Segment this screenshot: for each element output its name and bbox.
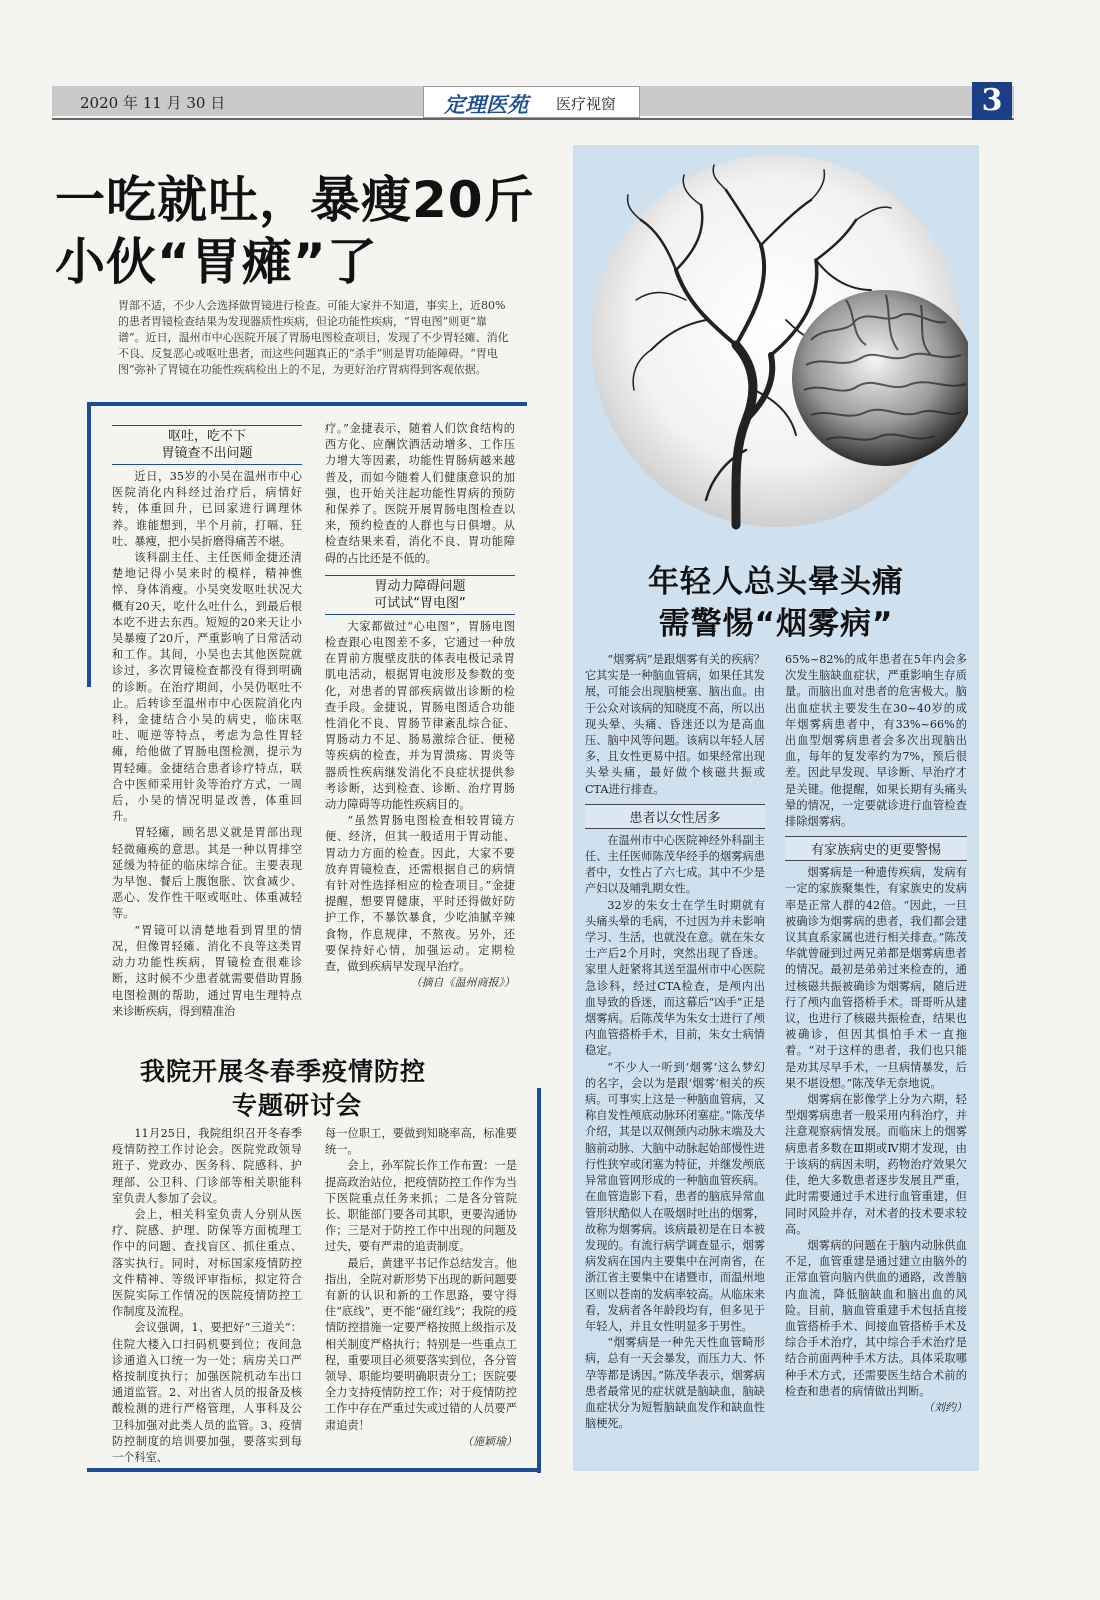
angiogram-brain-illustration bbox=[586, 150, 968, 532]
page-number: 3 bbox=[972, 82, 1012, 120]
article1-col2-body-b bbox=[325, 619, 515, 992]
paragraph: 该科副主任、主任医师金捷还清楚地记得小吴来时的模样，精神憔悴、身体消瘦。小吴突发呕吐状况大概有20天，吃什么吐什么，到最后根本吃不进去东西。短短的20来天让小吴暴瘦了20斤，严重影响了日常活动和工作。其间，小吴也去其他医院就诊过，多次胃镜检查都没有得到明确的诊断。在治疗期间，小吴仍呕吐不止。后转诊至温州市中心医院消化内科，金捷结合小吴的病史，临床呕吐、呃逆等特点，考虑为急性胃轻瘫，给他做了胃肠电图检测，提示为胃轻瘫。金捷结合患者诊疗特点，联合中医师采用针灸等治疗方式，一周后，小吴的情况明显改善，体重回升。 bbox=[112, 551, 302, 824]
article1-subhead1 bbox=[112, 425, 302, 465]
paragraph: 会上，孙军院长作工作布置：一是提高政治站位，把疫情防控工作作为当下医院重点任务来抓；二是各分管院长、职能部门要各司其职，更要沟通协作；三是对于防控工作中出现的问题及过失，要有严肃的追责制度。 bbox=[325, 1159, 517, 1254]
paragraph: 近日，35岁的小吴在温州市中心医院消化内科经过治疗后，病情好转，体重回升，已回家进行调理休养。谁能想到，半个月前，打嗝、狂吐、暴瘦，把小吴折磨得痛苦不堪。 bbox=[112, 470, 302, 548]
paragraph: 会议强调，1、要把好“三道关”：住院大楼入口扫码机要到位；夜间急诊通道入口统一为一处；病房关口严格按制度执行；加强医院机动车出口通道监管。2、对出省人员的报备及核酸检测的进行严格管理，人事科及公卫科加强对此类人员的监管。3、疫情防控制度的培训要加强，要落实到每一个科室、 bbox=[112, 1321, 302, 1465]
article1-col1-body bbox=[112, 469, 302, 1020]
subhead2-line1: 胃动力障碍问题 bbox=[374, 578, 466, 594]
article3-col2 bbox=[785, 652, 967, 1416]
paragraph: 疗。”金捷表示，随着人们饮食结构的西方化、应酬饮酒活动增多、工作压力增大等因素，功能性胃肠病越来越普及，而如今随着人们健康意识的加强，也开始关注起功能性胃病的预防和保养了。医院开展胃肠电图检查以来，预约检查的人群也与日俱增。从检查结果来看，消化不良、胃功能障碍的占比还是不低的。 bbox=[325, 422, 515, 565]
article3-title-line2: 需警惕“烟雾病” bbox=[658, 606, 894, 642]
article2-col2-body bbox=[325, 1126, 517, 1450]
paragraph: “胃镜可以清楚地看到胃里的情况，但像胃轻瘫、消化不良等这类胃动力功能性疾病，胃镜检查很难诊断，这时候不少患者就需要借助胃肠电图检测的帮助，通过胃电生理特点来诊断疾病，得到精准治 bbox=[112, 923, 302, 1018]
paragraph: 烟雾病是一种遗传疾病，发病有一定的家族聚集性，有家族史的发病率是正常人群的42倍。“因此，一旦被确诊为烟雾病的患者，我们都会建议其直系家属也进行相关排查。”陈茂华就曾碰到过两兄弟都是烟雾病患者的情况。最初是弟弟过来检查的，通过核磁共振被确诊为烟雾病，随后进行了颅内血管搭桥手术。哥哥听从建议，也进行了核磁共振检查，结果也被确诊，但因其惧怕手术一直拖着。“对于这样的患者，我们也只能是劝其尽早手术，一旦病情暴发，后果不堪设想。”陈茂华无奈地说。 bbox=[785, 866, 967, 1090]
article3-col1-body-a bbox=[585, 652, 765, 798]
article3-col1-body-b bbox=[585, 833, 765, 1433]
paragraph: “虽然胃肠电图检查相较胃镜方便、经济，但其一般适用于胃动能、胃动力方面的检查。因此，大家不要放弃胃镜检查，还需根据自己的病情有针对性选择相应的检查项目。”金捷提醒，想要胃健康，平时还得做好防护工作，不暴饮暴食，少吃油腻辛辣食物，作息规律，不熬夜。另外，还要保持好心情，加强运动。定期检查，做到疾病早发现早治疗。 bbox=[325, 814, 515, 974]
paragraph: 65%~82%的成年患者在5年内会多次发生脑缺血症状，严重影响生存质量。而脑出血对患者的危害极大。脑出血症状主要发生在30~40岁的成年烟雾病患者中，有33%~66%的出血型烟雾病患者会多次出现脑出血，每年的复发率约为7%，预后很差。因此早发现、早诊断、早治疗才是关键。他提醒，如果长期有头痛头晕的情况，一定要就诊进行血管检查排除烟雾病。 bbox=[785, 653, 967, 829]
article2-frame-right bbox=[537, 1088, 541, 1473]
paragraph: “烟雾病是一种先天性血管畸形病，总有一天会暴发，而压力大、怀孕等都是诱因。”陈茂华表示，烟雾病患者最常见的症状就是脑缺血，脑缺血症状分为短暂脑缺血发作和缺血性脑梗死。 bbox=[585, 1336, 765, 1431]
article1-subhead2 bbox=[325, 575, 515, 615]
article2-col1 bbox=[112, 1126, 302, 1466]
article2-title-line1: 我院开展冬春季疫情防控 bbox=[140, 1057, 427, 1086]
masthead-brand: 定理医苑 bbox=[444, 92, 528, 117]
byline: （刘约） bbox=[923, 1400, 967, 1414]
header-rule bbox=[52, 118, 1014, 120]
paragraph: 会上，相关科室负责人分别从医疗、院感、护理、防保等方面梳理工作中的问题、查找盲区、抓住重点、落实执行。同时，对标国家疫情防控文件精神、等级评审指标，拟定符合医院实际工作情况的医院疫情防控工作制度及流程。 bbox=[112, 1208, 302, 1319]
article3-col2-body-a bbox=[785, 652, 967, 830]
paragraph: 胃轻瘫，顾名思义就是胃部出现轻微瘫痪的意思。其是一种以胃排空延缓为特征的临床综合征。主要表现为早饱、餐后上腹饱胀、饮食减少、恶心、发作性干呕或呕吐、体重减轻等。 bbox=[112, 826, 302, 921]
article3-subhead2: 有家族病史的更要警惕 bbox=[785, 836, 967, 861]
brain-icon bbox=[792, 290, 968, 466]
article3-col1 bbox=[585, 652, 765, 1432]
masthead bbox=[423, 86, 640, 118]
article3-subhead1: 患者以女性居多 bbox=[585, 804, 765, 829]
article2-frame-bottom bbox=[87, 1468, 541, 1472]
article1-col2-body-a bbox=[325, 421, 515, 567]
paragraph: 11月25日，我院组织召开冬春季疫情防控工作讨论会。医院党政领导班子、党政办、医务科、院感科、护理部、公卫科、门诊部等相关职能科室负责人参加了会议。 bbox=[112, 1127, 302, 1205]
paragraph: “烟雾病”是跟烟雾有关的疾病？它其实是一种脑血管病，如果任其发展，可能会出现脑梗塞、脑出血。由于公众对该病的知晓度不高，所以出现头晕、头痛、昏迷还以为是高血压、脑中风等问题。该病以年轻人居多，且女性更易中招。如果经常出现头晕头痛，最好做个核磁共振或CTA进行排查。 bbox=[585, 653, 765, 796]
article1-frame-left bbox=[87, 402, 91, 687]
article1-col1 bbox=[112, 425, 302, 1020]
paragraph: 在温州市中心医院神经外科副主任、主任医师陈茂华经手的烟雾病患者中，女性占了六七成。其中不少是产妇以及哺乳期女性。 bbox=[585, 833, 765, 896]
article2-title-line2: 专题研讨会 bbox=[232, 1091, 363, 1120]
paragraph: “不少人一听到‘烟雾’这么梦幻的名字，会以为是跟‘烟雾’相关的疾病。可事实上这是一种脑血管病，又称自发性颅底动脉环闭塞症。”陈茂华介绍，其是以双侧颈内动脉末端及大脑前动脉、大脑中动脉起始部慢性进行性狭窄或闭塞为特征，并继发颅底异常血管网形成的一种脑血管疾病。在血管造影下看，患者的脑底异常血管形状酷似人在吸烟时吐出的烟雾，故称为烟雾病。该病最初是在日本被发现的。有流行病学调查显示，烟雾病发病在国内主要集中在河南省，在浙江省主要集中在诸暨市，而温州地区则以苍南的发病率较高。从临床来看，发病者各年龄段均有，但多见于年轻人，并且女性明显多于男性。 bbox=[585, 1060, 765, 1333]
masthead-section: 医疗视窗 bbox=[556, 95, 617, 113]
paragraph: 每一位职工，要做到知晓率高，标准要统一。 bbox=[325, 1127, 517, 1157]
article3-title-line1: 年轻人总头晕头痛 bbox=[648, 564, 904, 600]
article1-title-line2: 小伙“胃瘫”了 bbox=[55, 233, 378, 291]
paragraph: 32岁的朱女士在学生时期就有头痛头晕的毛病，不过因为并未影响学习、生活，也就没在意。就在朱女士产后2个月时，突然出现了昏迷。家里人赶紧将其送至温州市中心医院急诊科，经过CTA检查，是颅内出血导致的昏迷，而这幕后“凶手”正是烟雾病。后陈茂华为朱女士进行了颅内血管搭桥手术，目前，朱女士病情稳定。 bbox=[585, 898, 765, 1058]
article2-col2 bbox=[325, 1126, 517, 1450]
article1-lead: 胃部不适，不少人会选择做胃镜进行检查。可能大家并不知道，事实上，近80%的患者胃镜检查结果为发现器质性疾病，但论功能性疾病，“胃电图”则更“靠谱”。近日，温州市中心医院开展了胃肠电图检查项目，发现了不少胃轻瘫、消化不良、反复恶心或呕吐患者，而这些问题真正的“杀手”则是胃功能障碍。“胃电图”弥补了胃镜在功能性疾病检出上的不足，为更好治疗胃病得到客观依据。 bbox=[118, 299, 509, 376]
byline: （施颖瑜） bbox=[462, 1434, 517, 1448]
issue-date: 2020 年 11 月 30 日 bbox=[80, 94, 226, 112]
subhead1-line1: 呕吐，吃不下 bbox=[167, 429, 246, 444]
paragraph: 最后，黄建平书记作总结发言。他指出，全院对新形势下出现的新问题要有新的认识和新的工作思路，要守得住“底线”，更不能“碰红线”；我院的疫情防控措施一定要严格按照上级指示及相关制度严格执行；特别是一些重点工程，重要项目必须要落实到位，各分管领导、职能均要明确职责分工；医院要全力支持疫情防控工作；对于疫情防控工作中存在严重过失或过错的人员要严肃追责！ bbox=[325, 1256, 517, 1432]
subhead1-line2: 胃镜查不出问题 bbox=[161, 446, 253, 461]
article3-col2-body-b bbox=[785, 865, 967, 1416]
paragraph: 大家都做过“心电图”，胃肠电图检查跟心电图差不多，它通过一种放在胃前方腹壁皮肤的体表电极记录胃肌电活动，根据胃电波形及参数的变化，对患者的胃部疾病做出诊断的检查手段。金捷说，胃肠电图适合功能性消化不良、胃肠节律紊乱综合征、胃肠动力不足、肠易激综合征、便秘等疾病的检查，并为胃溃疡、胃炎等器质性疾病继发消化不良症状提供参考诊断，达到检查、诊断、治疗胃肠动力障碍等功能性疾病目的。 bbox=[325, 619, 515, 812]
byline: （摘自《温州商报》） bbox=[410, 976, 515, 990]
paragraph: 烟雾病的问题在于脑内动脉供血不足，血管重建是通过建立由脑外的正常血管向脑内供血的通路，改善脑内血流，降低脑缺血和脑出血的风险。目前，脑血管重建手术包括直接血管搭桥手术、间接血管搭桥手术及综合手术治疗，其中综合手术治疗是结合前面两种手术方法。具体采取哪种手术方式，还需要医生结合术前的检查和患者的病情做出判断。 bbox=[785, 1238, 967, 1398]
article1-col2 bbox=[325, 421, 515, 992]
subhead2-line2: 可试试“胃电图” bbox=[374, 595, 466, 611]
article1-title-line1: 一吃就吐，暴瘦20斤 bbox=[55, 171, 535, 229]
article2-col1-body bbox=[112, 1126, 302, 1466]
paragraph: 烟雾病在影像学上分为六期，轻型烟雾病患者一般采用内科治疗，并注意观察病情发展。而临床上的烟雾病患者多数在Ⅲ期或Ⅳ期才发现，由于该病的病因未明，药物治疗效果欠佳，绝大多数患者逐步发展且严重，此时需要通过手术进行血管重建，但同时风险并存，对术者的技术要求较高。 bbox=[785, 1093, 967, 1236]
article1-frame-top bbox=[87, 402, 527, 406]
